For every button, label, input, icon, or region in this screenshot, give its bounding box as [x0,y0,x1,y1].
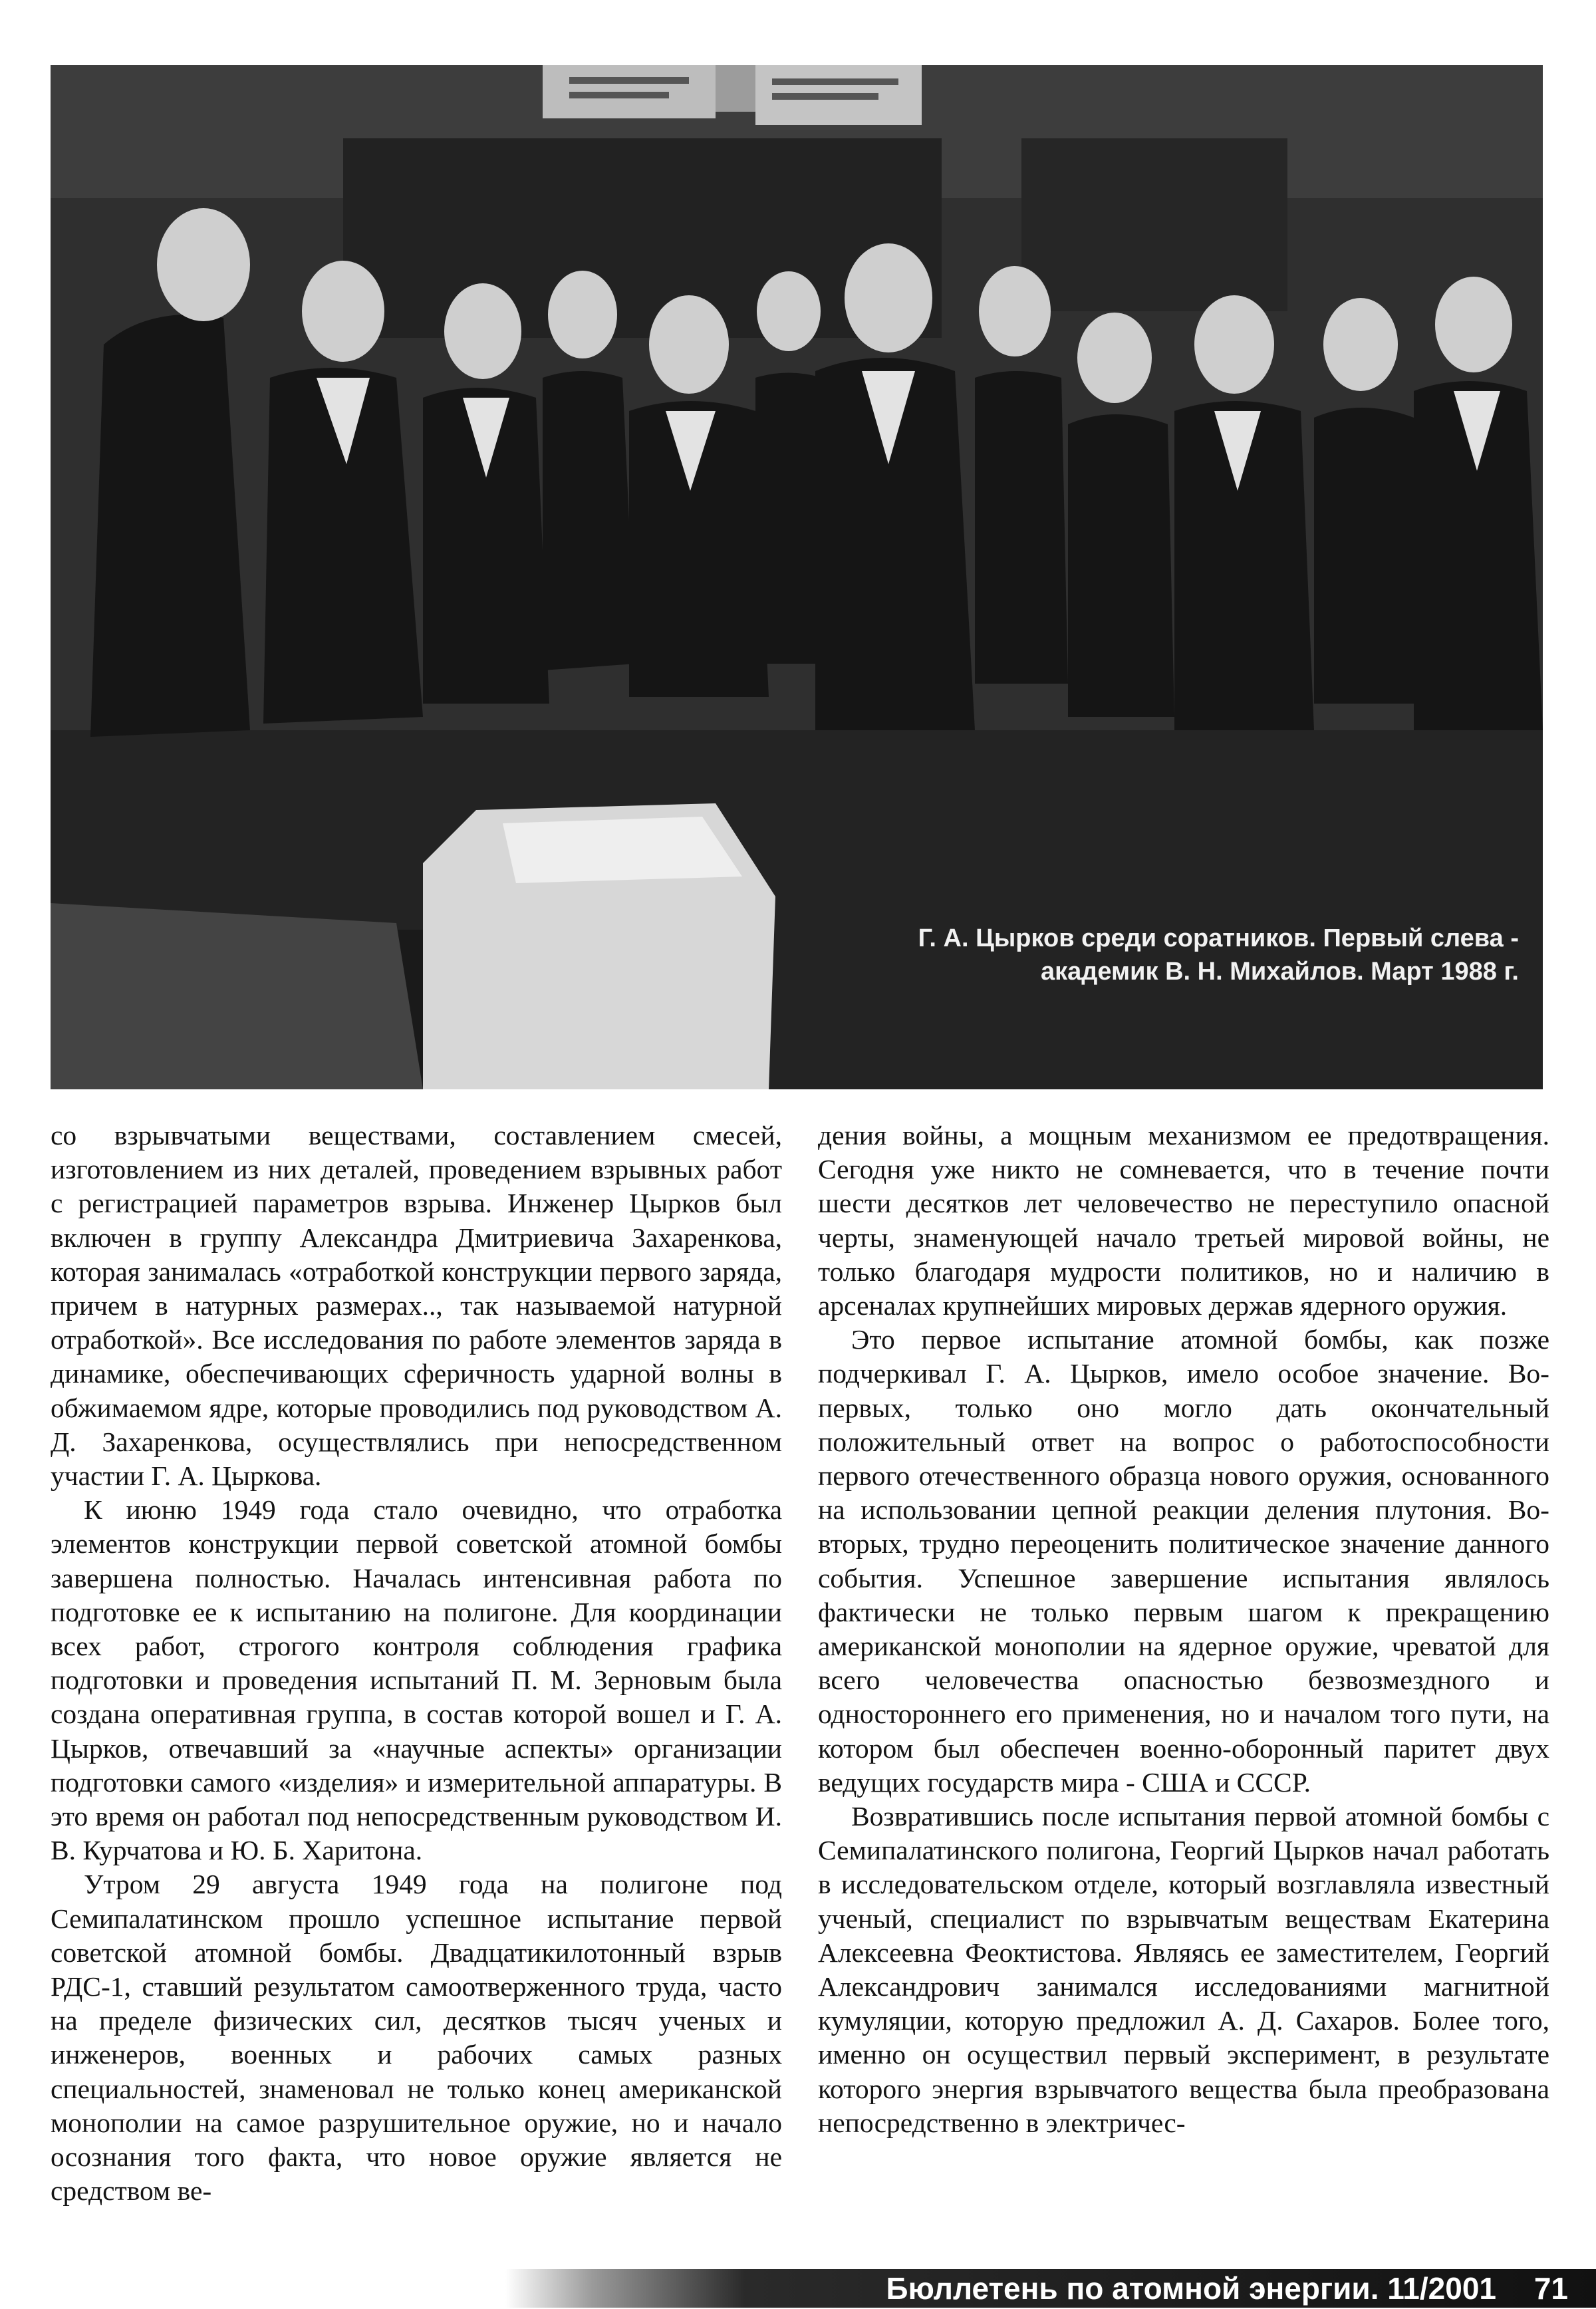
photo-caption-line-1: Г. А. Цырков среди соратников. Первый слева - [918,924,1519,952]
article-column-right [818,1119,1549,2242]
group-photograph [51,65,1543,1089]
journal-title: Бюллетень по атомной энергии. 11/2001 [886,2271,1496,2306]
right-paragraph-2: Это первое испытание атомной бомбы, как позже подчеркивал Г. А. Цырков, имело особое значение. Во-первых, только оно могло дать окончательный положительный ответ на вопрос о работоспособности первого отечественного образца нового оружия, основанного на использовании цепной реакции деления плутония. Во-вторых, трудно переоценить политическое значение данного события. Успешное завершение испытания являлось фактически не только первым шагом к прекращению американской монополии на ядерное оружие, чреватой для всего человечества опасностью безвозмездного и одностороннего его применения, но и началом того пути, на котором был обеспечен военно-оборонный паритет двух ведущих государств мира - США и СССР. [818,1324,1549,1798]
left-paragraph-1: со взрывчатыми веществами, составлением смесей, изготовлением из них деталей, проведением взрывных работ с регистрацией параметров взрыва. Инженер Цырков был включен в группу Александра Дмитриевича Захаренкова, которая занималась «отработкой конструкции первого заряда, причем в натурных размерах.., так называемой натурной отработкой». Все исследования по работе элементов заряда в динамике, обеспечивающих сферичность ударной волны в обжимаемом ядре, которые проводились под руководством А. Д. Захаренкова, осуществлялись при непосредственном участии Г. А. Цыркова. [51,1120,782,1492]
right-paragraph-1: дения войны, а мощным механизмом ее предотвращения. Сегодня уже никто не сомневается, что в течение почти шести десятков лет человечество не переступило опасной черты, знаменующей начало третьей мировой войны, не только благодаря мудрости политиков, но и наличию в арсеналах крупнейших мировых держав ядерного оружия. [818,1120,1549,1321]
page-number: 71 [1533,2271,1568,2306]
page-footer [0,2268,1596,2309]
left-paragraph-3: Утром 29 августа 1949 года на полигоне под Семипалатинском прошло успешное испытание первой советской атомной бомбы. Двадцатикилотонный взрыв РДС-1, ставший результатом самоотверженного труда, часто на пределе физических сил, десятков тысяч ученых и инженеров, военных и рабочих самых разных специальностей, знаменовал не только конец американской монополии на самое разрушительное оружие, но и начало осознания того факта, что новое оружие является не средством ве- [51,1869,782,2207]
article-column-left [51,1119,782,2242]
right-paragraph-3: Возвратившись после испытания первой атомной бомбы с Семипалатинского полигона, Георгий Цырков начал работать в исследовательском отделе, который возглавляла известный ученый, специалист по взрывчатым веществам Екатерина Алексеевна Феоктистова. Являясь ее заместителем, Георгий Александрович занимался исследованиями магнитной кумуляции, которую предложил А. Д. Сахаров. Более того, именно он осуществил первый эксперимент, в результате которого энергия взрывчатого вещества была преобразована непосредственно в электричес- [818,1801,1549,2138]
left-paragraph-2: К июню 1949 года стало очевидно, что отработка элементов конструкции первой советской атомной бомбы завершена полностью. Началась интенсивная работа по подготовке ее к испытанию на полигоне. Для координации всех работ, строгого контроля соблюдения графика подготовки и проведения испытаний П. М. Зерновым была создана оперативная группа, в состав которой вошел и Г. А. Цырков, отвечавший за «научные аспекты» организации подготовки самого «изделия» и измерительной аппаратуры. В это время он работал под непосредственным руководством И. В. Курчатова и Ю. Б. Харитона. [51,1494,782,1866]
photo-caption-line-2: академик В. Н. Михайлов. Март 1988 г. [1041,958,1519,986]
photo-caption [721,922,1519,988]
